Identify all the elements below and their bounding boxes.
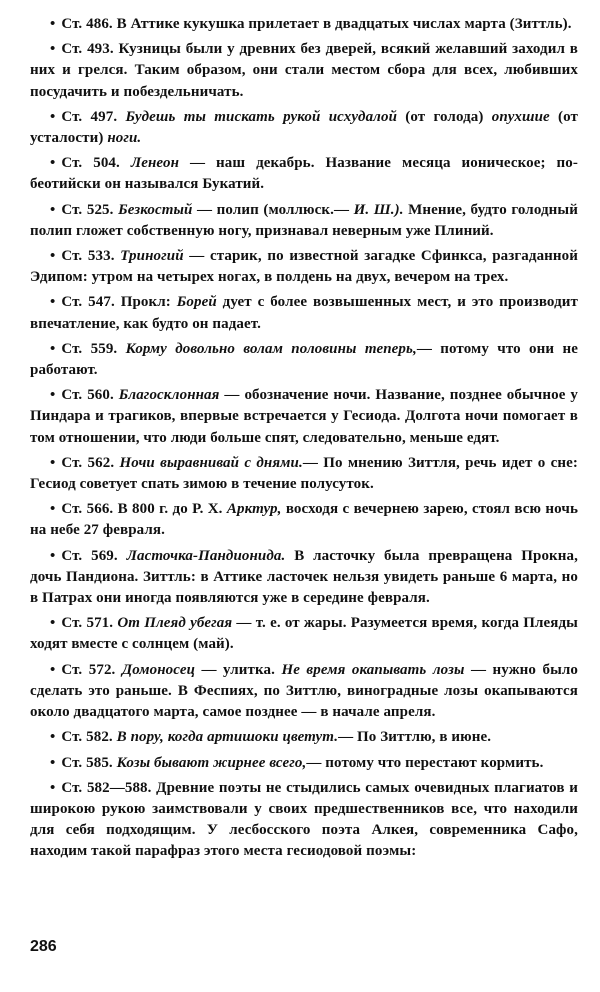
note-italic-text: Не время окапывать лозы	[281, 661, 465, 678]
commentary-note	[30, 546, 578, 610]
page-number: 286	[30, 938, 57, 955]
commentary-note	[30, 660, 578, 724]
note-text: Ст. 493. Кузницы были у древних без дверей, всякий желавший заходил в них и грелся. Таким образом, они стали местом сбора для всех, любивших посудачить и побездельничать.	[30, 41, 578, 100]
note-italic-text: Ночи выравнивай с днями.	[119, 454, 303, 471]
note-italic-text: Борей	[176, 294, 217, 311]
note-italic-text: Благосклонная	[118, 387, 220, 404]
commentary-note	[30, 385, 578, 449]
note-text: Ст. 504.	[61, 155, 131, 172]
commentary-note	[30, 39, 578, 103]
note-italic-text: опухшие	[491, 108, 550, 125]
bullet-icon: •	[50, 779, 56, 796]
note-text: Ст. 585.	[61, 754, 117, 771]
bullet-icon: •	[50, 16, 56, 32]
commentary-notes	[30, 14, 578, 863]
note-text: Ст. 582—588. Древние поэты не стыдились самых очевидных плагиатов и широкою рукою заимствовали у своих предшественников все, что находили для себя подходящим. У лесбосского поэта Алкея, современника Сафо, находим такой парафраз этого места гесиодовой поэмы:	[30, 779, 578, 860]
commentary-note	[30, 778, 578, 863]
note-text: Ст. 486. В Аттике кукушка прилетает в двадцатых числах марта (Зиттль).	[61, 16, 572, 32]
bullet-icon: •	[50, 248, 56, 265]
bullet-icon: •	[50, 615, 56, 632]
note-text: — т. е. от жары. Разумеется время, когда Плеяды ходят вместе с солнцем (май).	[30, 615, 578, 653]
note-text: — нужно было сделать это раньше. В Феспиях, по Зиттлю, виноградные лозы окапываются около двадцатого марта, самое позднее — в начале апреля.	[30, 661, 578, 721]
commentary-note	[30, 292, 578, 334]
note-text: Ст. 533.	[61, 248, 121, 265]
note-text: Ст. 569.	[61, 547, 127, 564]
commentary-note	[30, 107, 578, 149]
note-text: Ст. 562.	[61, 454, 120, 471]
note-text: Ст. 559.	[61, 340, 126, 357]
commentary-note	[30, 453, 578, 495]
note-text: — наш декабрь. Название месяца ионическое; по-беотийски он назывался Букатий.	[30, 155, 578, 193]
note-text: — По мнению Зиттля, речь идет о сне: Гесиод советует спать зимою в течение полусуток.	[30, 454, 579, 493]
note-text: Мнение, будто голодный полип гложет собственную ногу, признавал неверным уже Плиний.	[30, 201, 578, 239]
bullet-icon: •	[50, 501, 56, 518]
note-text: Ст. 547. Прокл:	[61, 294, 177, 311]
note-italic-text: Будешь ты тискать рукой исхудалой	[125, 108, 398, 125]
note-text: — старик, по известной загадке Сфинкса, разгаданной Эдипом: утром на четырех ногах, в полдень на двух, вечером на трех.	[30, 248, 578, 286]
note-italic-text: Ленеон	[130, 155, 180, 172]
commentary-note	[30, 727, 578, 748]
note-italic-text: Корму довольно волам половины теперь,	[125, 340, 417, 357]
note-text: — улитка.	[195, 661, 282, 678]
bullet-icon: •	[50, 454, 56, 471]
bullet-icon: •	[50, 41, 56, 58]
bullet-icon: •	[50, 340, 56, 357]
note-text: Ст. 560.	[61, 387, 119, 404]
note-italic-text: Арктур,	[226, 501, 282, 518]
note-text: — обозначение ночи. Название, позднее обычное у Пиндара и трагиков, впервые встречается у Гесиода. Долгота ночи помогает в том отношении, что люди больше спят, следовательно, меньше едят.	[30, 387, 578, 446]
commentary-note	[30, 200, 578, 242]
commentary-note	[30, 14, 578, 35]
bullet-icon: •	[50, 108, 56, 125]
note-text: — потому что перестают кормить.	[306, 754, 544, 771]
note-italic-text: Козы бывают жирнее всего,	[116, 754, 307, 771]
note-text: дует с более возвышенных мест, и это производит впечатление, как будто он падает.	[30, 294, 579, 332]
note-italic-text: Безкостый	[118, 201, 193, 218]
note-italic-text: В пору, когда артишоки цветут.	[116, 729, 339, 746]
note-italic-text: От Плеяд убегая	[117, 615, 233, 632]
commentary-note	[30, 339, 578, 381]
note-text: Ст. 525.	[61, 201, 119, 218]
commentary-note	[30, 153, 578, 195]
note-text: — По Зиттлю, в июне.	[338, 729, 492, 746]
note-text: Ст. 582.	[61, 729, 117, 746]
note-italic-text: ноги.	[107, 130, 142, 147]
commentary-note	[30, 499, 578, 541]
note-text: (от усталости)	[30, 108, 578, 147]
commentary-note	[30, 613, 578, 655]
note-text: Ст. 566. В 800 г. до Р. Х.	[61, 501, 227, 518]
note-text: восходя с вечернею зарею, стоял всю ночь на небе 27 февраля.	[30, 501, 578, 539]
commentary-note	[30, 246, 578, 288]
note-text: Ст. 497.	[61, 108, 126, 125]
bullet-icon: •	[50, 201, 56, 218]
note-italic-text: Ласточка-Пандионида.	[126, 547, 286, 564]
bullet-icon: •	[50, 387, 56, 404]
note-text: — полип (моллюск.—	[192, 201, 354, 218]
note-italic-text: Триногий	[120, 248, 184, 265]
note-italic-text: Домоносец	[121, 661, 196, 678]
note-text: Ст. 571.	[61, 615, 118, 632]
bullet-icon: •	[50, 661, 56, 678]
bullet-icon: •	[50, 155, 56, 172]
bullet-icon: •	[50, 754, 56, 771]
bullet-icon: •	[50, 729, 56, 746]
commentary-note	[30, 753, 578, 774]
note-text: В ласточку была превращена Прокна, дочь Пандиона. Зиттль: в Аттике ласточек нельзя увидеть раньше 6 марта, но в Патрах они иногда появляются уже в середине февраля.	[30, 547, 578, 607]
note-text: (от голода)	[397, 108, 492, 125]
note-text: — потому что они не работают.	[30, 340, 578, 379]
note-italic-text: И. Ш.).	[353, 201, 404, 218]
bullet-icon: •	[50, 294, 56, 311]
bullet-icon: •	[50, 547, 56, 564]
note-text: Ст. 572.	[61, 661, 122, 678]
